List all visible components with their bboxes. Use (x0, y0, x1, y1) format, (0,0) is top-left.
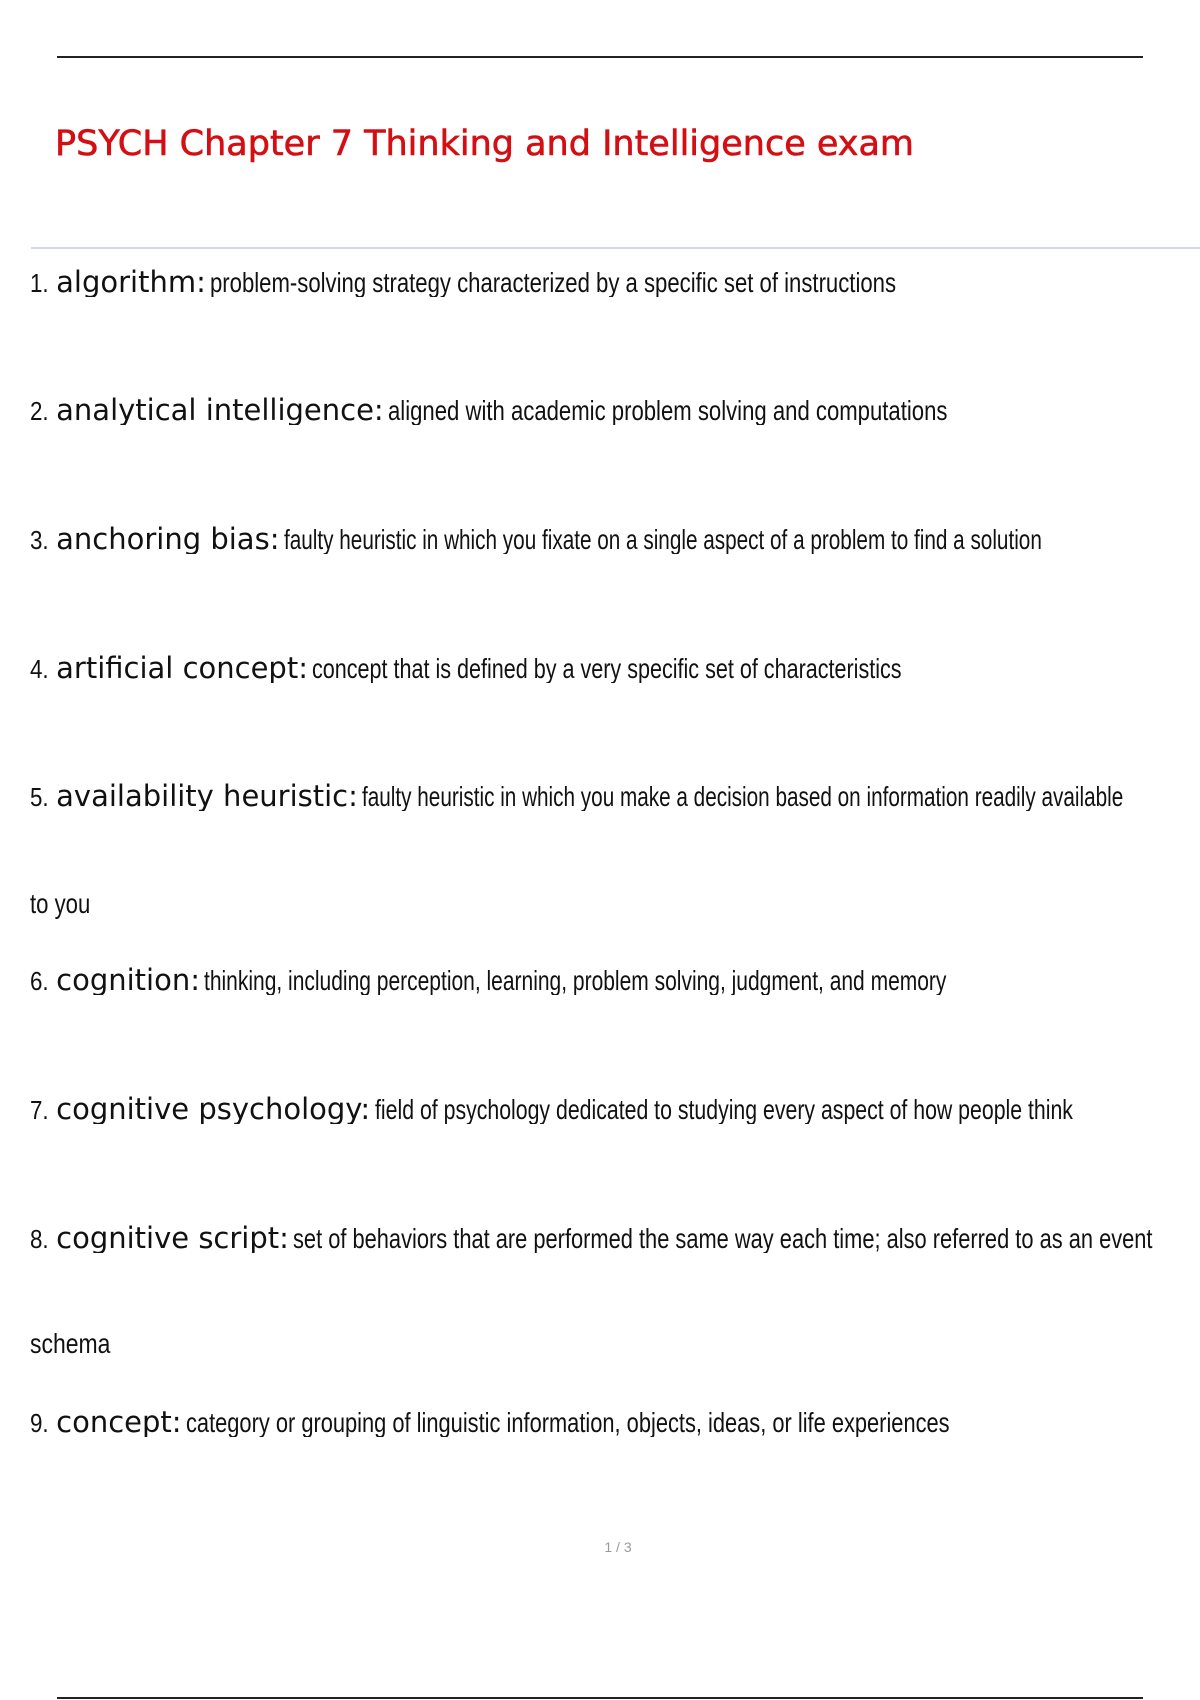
entry-definition: set of behaviors that are performed the same way each time; also referred to as an event (293, 1224, 1153, 1253)
entry-number: 7. (30, 1095, 49, 1124)
entry-definition-continuation: to you (30, 888, 91, 919)
entry-term: cognitive script: (56, 1224, 289, 1253)
glossary-entry-6 (30, 966, 1196, 995)
title-divider (31, 247, 1200, 249)
entry-definition: category or grouping of linguistic information, objects, ideas, or life experiences (186, 1408, 950, 1437)
page-number: 1 / 3 (604, 1539, 632, 1555)
entry-definition: faulty heuristic in which you make a decision based on information readily available (362, 782, 1124, 811)
entry-number: 3. (30, 525, 49, 554)
document-title: PSYCH Chapter 7 Thinking and Intelligence exam (55, 124, 915, 164)
entry-number: 2. (30, 396, 49, 425)
entry-number: 6. (30, 966, 49, 995)
entry-term: availability heuristic: (56, 782, 358, 811)
entry-term: anchoring bias: (56, 525, 280, 554)
entry-definition: aligned with academic problem solving and computations (388, 396, 948, 425)
entry-term: artificial concept: (56, 654, 308, 683)
entry-definition: problem-solving strategy characterized by a specific set of instructions (210, 268, 897, 297)
glossary-entry-9 (30, 1408, 1196, 1437)
entry-definition: faulty heuristic in which you fixate on a single aspect of a problem to find a solution (283, 525, 1042, 554)
entry-number: 1. (30, 268, 49, 297)
glossary-entry-1 (30, 268, 1196, 297)
entry-term: cognition: (56, 966, 200, 995)
bottom-rule (57, 1697, 1143, 1699)
entry-term: concept: (56, 1408, 182, 1437)
entry-number: 5. (30, 782, 49, 811)
entry-definition: concept that is defined by a very specific set of characteristics (312, 654, 903, 683)
glossary-entry-2 (30, 396, 1196, 425)
entry-definition: thinking, including perception, learning, problem solving, judgment, and memory (204, 966, 947, 995)
entry-number: 9. (30, 1408, 49, 1437)
entry-term: algorithm: (56, 268, 206, 297)
glossary-entry-8 (30, 1224, 1196, 1253)
glossary-entry-7 (30, 1095, 1196, 1124)
top-rule (57, 56, 1143, 58)
entry-number: 8. (30, 1224, 49, 1253)
entry-number: 4. (30, 654, 49, 683)
glossary-entry-4 (30, 654, 1196, 683)
entry-definition: field of psychology dedicated to studying every aspect of how people think (374, 1095, 1073, 1124)
entry-definition-continuation: schema (30, 1328, 111, 1359)
glossary-entry-5 (30, 782, 1196, 811)
entry-term: cognitive psychology: (56, 1095, 371, 1124)
glossary-entry-3 (30, 525, 1196, 554)
entry-term: analytical intelligence: (56, 396, 384, 425)
